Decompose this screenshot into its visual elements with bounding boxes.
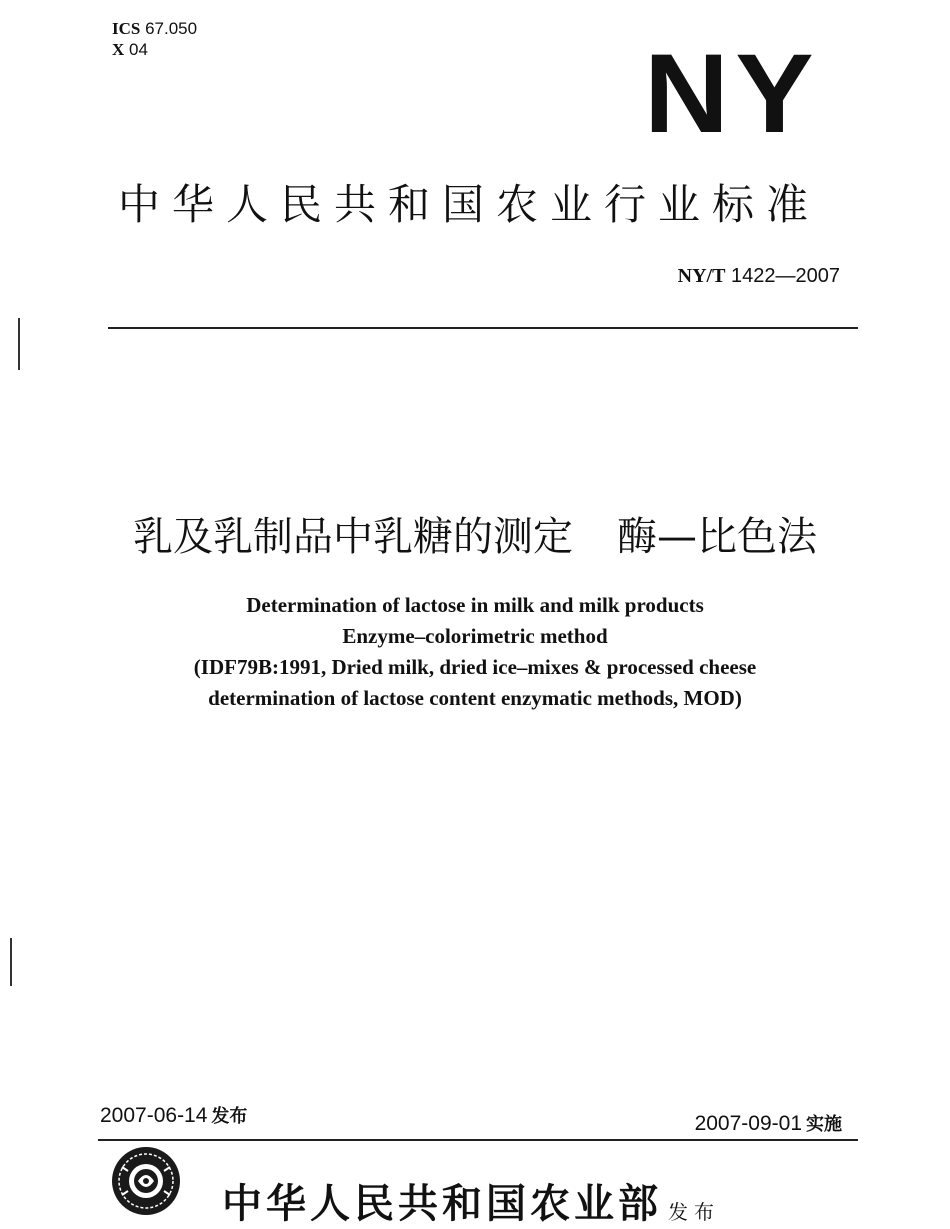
ny-logo: NY	[644, 31, 820, 156]
classification-codes	[112, 18, 197, 60]
title-chinese	[0, 505, 950, 562]
scan-mark-lower	[10, 938, 12, 986]
ics-code	[112, 18, 197, 39]
title-english-line: Determination of lactose in milk and milk products	[246, 593, 704, 617]
implementation-date-value: 2007-09-01	[694, 1112, 802, 1135]
standard-code-number: 1422—2007	[731, 265, 840, 287]
standard-category-title: 中华人民共和国农业行业标准	[118, 180, 821, 229]
issue-date-value: 2007-06-14	[100, 1104, 208, 1127]
standard-number	[678, 265, 840, 288]
ccs-label: X	[112, 40, 125, 59]
standard-code-prefix: NY/T	[677, 265, 726, 287]
ccs-code	[112, 39, 197, 60]
implementation-date-label: 实施	[806, 1114, 842, 1135]
title-english-line: determination of lactose content enzymatic methods, MOD)	[208, 686, 742, 710]
issue-date-label: 发布	[211, 1106, 248, 1127]
ics-label: ICS	[112, 19, 141, 38]
publish-label: 发布	[668, 1200, 720, 1224]
scan-mark-upper	[18, 318, 20, 370]
implementation-date	[695, 1110, 842, 1136]
title-english	[0, 590, 950, 714]
header-divider	[108, 327, 858, 329]
ministry-seal-icon	[110, 1145, 182, 1217]
title-english-line: (IDF79B:1991, Dried milk, dried ice–mixes & processed cheese	[193, 655, 757, 679]
ics-value: 67.050	[145, 19, 198, 38]
footer-divider	[98, 1139, 858, 1141]
ccs-value: 04	[129, 40, 148, 59]
issue-date	[100, 1102, 247, 1128]
title-english-line: Enzyme–colorimetric method	[342, 624, 608, 648]
issuing-ministry: 中华人民共和国农业部	[222, 1180, 662, 1227]
title-chinese-main: 乳及乳制品中乳糖的测定	[133, 514, 573, 560]
title-chinese-method: 酶—比色法	[617, 514, 817, 560]
